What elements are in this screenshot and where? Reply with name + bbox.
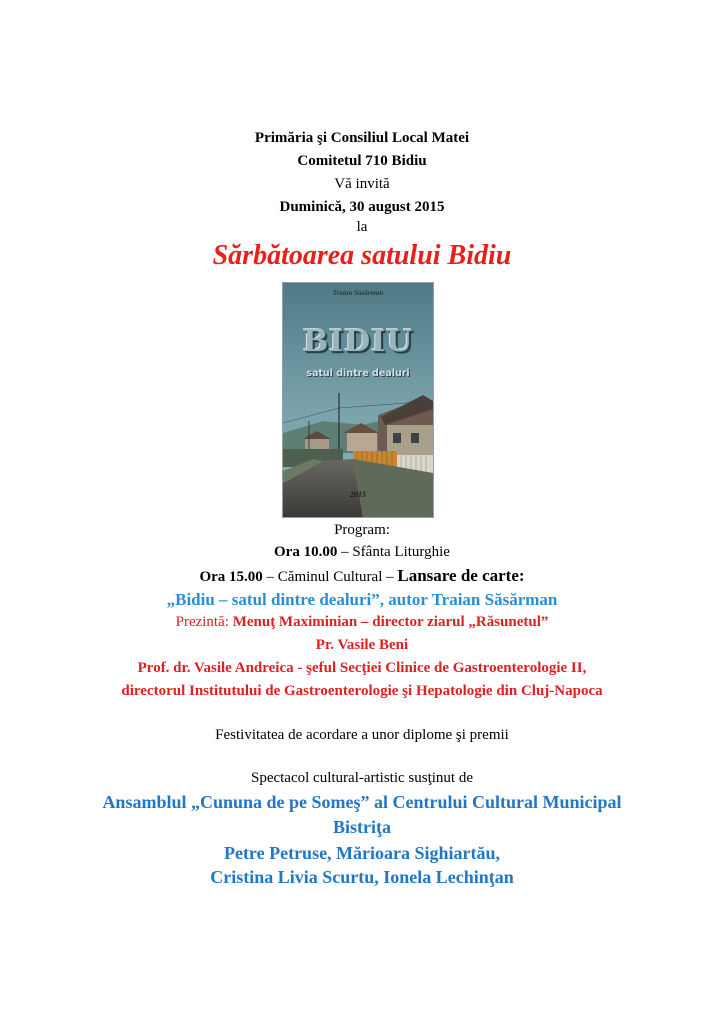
awards-line: Festivitatea de acordare a unor diplome şi premii <box>215 727 509 743</box>
cover-author: Traian Săsărman <box>332 289 384 297</box>
program-item-2-text: – Căminul Cultural – <box>262 569 398 585</box>
presenter-3-line-1: Prof. dr. Vasile Andreica - şeful Secţiei Clinice de Gastroenterologie II, <box>137 660 587 676</box>
cover-year: 2015 <box>350 490 366 499</box>
program-item-1-time: Ora 10.00 <box>274 544 338 560</box>
program-item-2-highlight: Lansare de carte: <box>397 566 525 585</box>
event-date: Duminică, 30 august 2015 <box>279 199 445 215</box>
program-item-1-text: – Sfânta Liturghie <box>337 544 450 560</box>
artists-line-1: Petre Petruse, Mărioara Sighiartău, <box>223 843 501 863</box>
ensemble-line-2: Bistriţa <box>333 817 391 837</box>
presenter-3-line-2: directorul Institutului de Gastroenterologie şi Hepatologie din Cluj-Napoca <box>121 683 603 699</box>
organizer-line-1: Primăria şi Consiliul Local Matei <box>254 130 470 146</box>
presenter-1: Menuţ Maximinian – director ziarul „Răsunetul” <box>232 614 549 630</box>
program-heading: Program: <box>334 522 390 538</box>
at-line: la <box>356 219 368 235</box>
presenters-line <box>0 614 724 631</box>
cover-title: BIDIU <box>302 324 414 359</box>
book-cover-image <box>282 282 434 518</box>
ensemble-line-1: Ansamblul „Cununa de pe Someş” al Centrului Cultural Municipal <box>102 792 622 812</box>
organizer-line-2: Comitetul 710 Bidiu <box>297 153 427 169</box>
presenters-label: Prezintă: <box>175 614 233 630</box>
program-item-2 <box>0 566 724 586</box>
show-intro: Spectacol cultural-artistic susţinut de <box>250 770 474 786</box>
book-launch-line: „Bidiu – satul dintre dealuri”, autor Traian Săsărman <box>166 590 558 609</box>
program-item-2-time: Ora 15.00 <box>199 569 263 585</box>
invite-line: Vă invită <box>334 176 390 192</box>
book-cover-photo <box>283 283 433 517</box>
event-title: Sărbătoarea satului Bidiu <box>212 240 512 271</box>
cover-subtitle: satul dintre dealuri <box>306 368 410 379</box>
presenter-2: Pr. Vasile Beni <box>315 637 409 653</box>
program-item-1 <box>0 544 724 561</box>
artists-line-2: Cristina Livia Scurtu, Ionela Lechinţan <box>210 867 514 887</box>
